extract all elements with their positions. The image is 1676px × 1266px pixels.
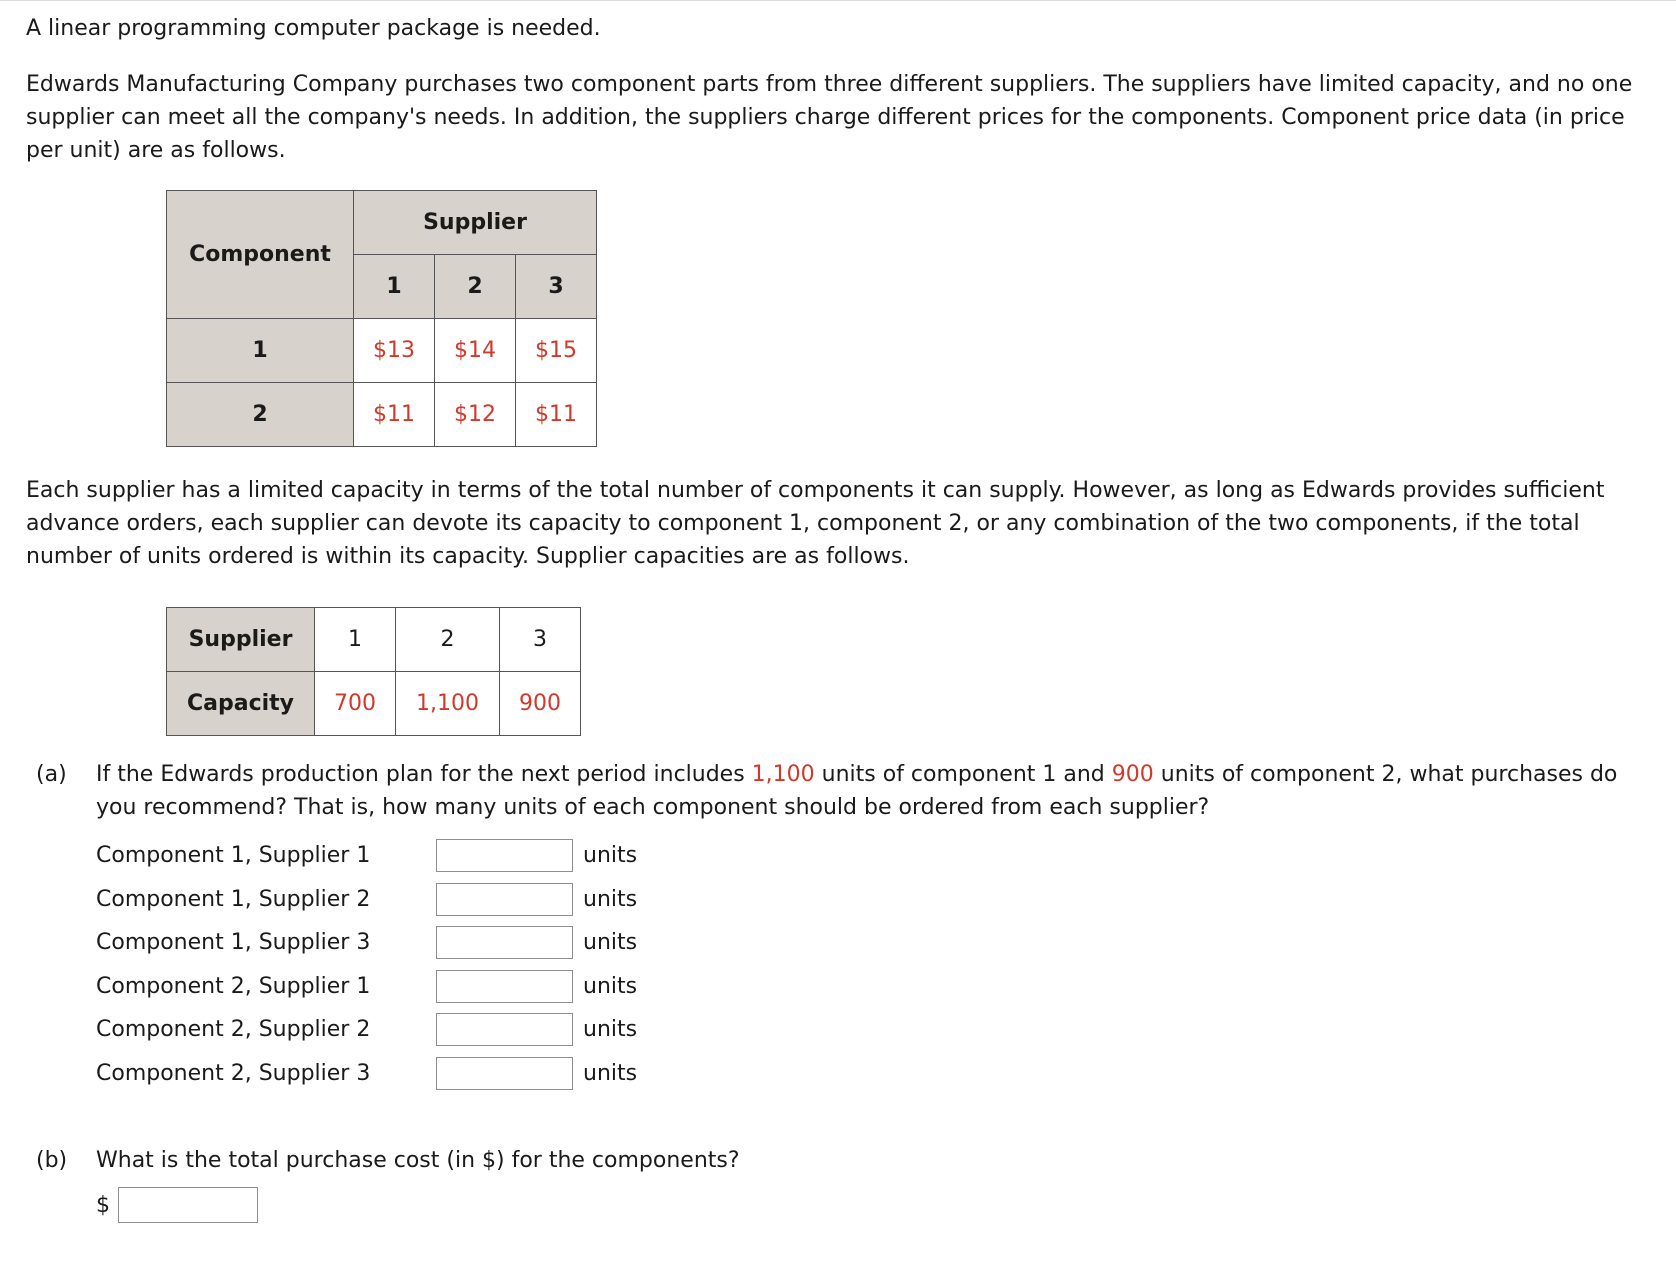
answer-label: Component 2, Supplier 3 [96,1060,371,1086]
question-a-text-middle: units of component 1 and [814,762,1112,787]
capacity-description: Each supplier has a limited capacity in terms of the total number of components it can supply. However, as long as Edwards provides sufficient advance orders, each supplier can devote its capacity to component 1, component 2, or any combination of the two components, if the total number of units ordered is within its capacity. Supplier capacities are as follows. [26,478,1605,569]
component2-supplier1-input[interactable] [436,970,573,1003]
answer-label: Component 1, Supplier 2 [96,886,371,912]
question-a-label: (a) [36,762,67,787]
answer-unit: units [583,1060,638,1086]
price-cell: $11 [354,383,435,447]
capacity-table [166,607,581,736]
answer-unit: units [583,843,638,869]
answer-label: Component 1, Supplier 3 [96,930,371,956]
answer-unit: units [583,1017,638,1043]
capacity-cell: 700 [315,672,396,736]
total-cost-row [96,1187,1656,1223]
question-a [36,758,1656,1095]
answer-row [96,1052,1656,1096]
answer-row [96,1008,1656,1052]
price-table-row [167,319,597,383]
question-a-text-before: If the Edwards production plan for the next period includes [96,762,752,787]
answer-row [96,965,1656,1009]
component1-supplier1-input[interactable] [436,839,573,872]
capacity-table-supplier-3: 3 [500,608,581,672]
price-table [166,190,597,447]
component1-units: 1,100 [751,762,815,787]
top-divider [0,0,1676,1]
question-b [36,1144,1656,1223]
problem-description: Edwards Manufacturing Company purchases two component parts from three different suppliers. The suppliers have limited capacity, and no one supplier can meet all the company's needs. In addition, the suppliers charge different prices for the components. Component price data (in price per unit) are as follows. [26,72,1633,163]
price-cell: $15 [516,319,597,383]
price-table-component-1: 1 [167,319,354,383]
intro-text: A linear programming computer package is needed. [26,16,601,41]
capacity-table-supplier-1: 1 [315,608,396,672]
price-cell: $11 [516,383,597,447]
answer-label: Component 2, Supplier 1 [96,973,371,999]
price-cell: $14 [435,319,516,383]
answer-unit: units [583,930,638,956]
capacity-cell: 1,100 [396,672,500,736]
answer-label: Component 1, Supplier 1 [96,843,371,869]
component1-supplier2-input[interactable] [436,883,573,916]
price-cell: $13 [354,319,435,383]
price-table-supplier-1: 1 [354,255,435,319]
capacity-table-supplier-header: Supplier [167,608,315,672]
currency-symbol: $ [96,1192,110,1218]
price-cell: $12 [435,383,516,447]
price-table-supplier-2: 2 [435,255,516,319]
price-table-component-header: Component [167,191,354,319]
capacity-cell: 900 [500,672,581,736]
answer-row [96,921,1656,965]
question-a-text-after: units of component 2, what purchases do you recommend? That is, how many units of each component should be ordered from each supplier? [96,762,1618,820]
question-b-text: What is the total purchase cost (in $) for the components? [96,1148,740,1173]
total-cost-input[interactable] [118,1187,258,1223]
component2-supplier3-input[interactable] [436,1057,573,1090]
answer-unit: units [583,886,638,912]
capacity-table-capacity-header: Capacity [167,672,315,736]
component1-supplier3-input[interactable] [436,926,573,959]
capacity-table-supplier-2: 2 [396,608,500,672]
answer-row [96,834,1656,878]
price-table-supplier-3: 3 [516,255,597,319]
component2-supplier2-input[interactable] [436,1013,573,1046]
answer-unit: units [583,973,638,999]
question-b-label: (b) [36,1148,68,1173]
component2-units: 900 [1111,762,1154,787]
answer-list [96,834,1656,1095]
price-table-row [167,383,597,447]
answer-label: Component 2, Supplier 2 [96,1017,371,1043]
price-table-supplier-header: Supplier [354,191,597,255]
problem-content [26,12,1656,1218]
answer-row [96,878,1656,922]
price-table-component-2: 2 [167,383,354,447]
question-a-text [96,758,1656,824]
